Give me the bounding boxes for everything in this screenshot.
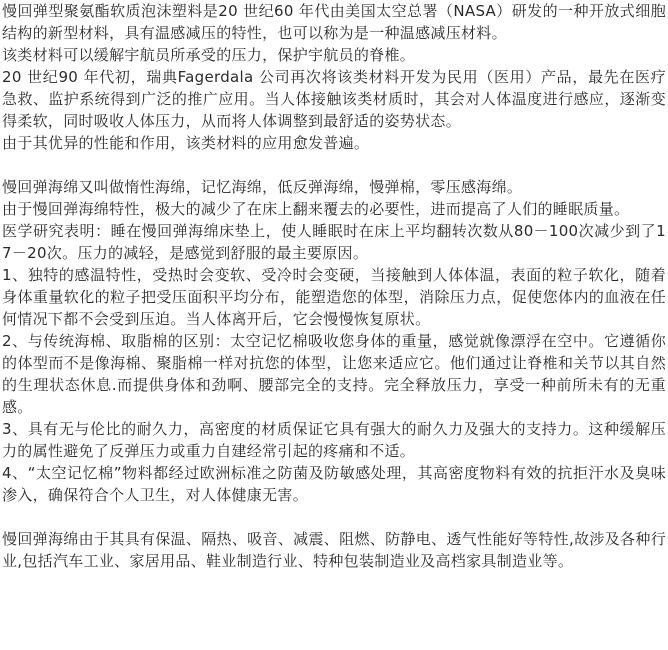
paragraph-sleep-quality: 由于慢回弹海绵特性，极大的减少了在床上翻来覆去的必要性，进而提高了人们的睡眠质量。 [2,200,630,218]
blank-line [2,154,666,176]
paragraph-widespread-use: 由于其优异的性能和作用，该类材料的应用愈发普遍。 [2,134,370,152]
paragraph-point-3: 3、具有无与伦比的耐久力，高密度的材质保证它具有强大的耐久力及强大的支持力。这种缓解压力的属性避免了反弹压力或重力自建经常引起的疼痛和不适。 [2,420,666,460]
paragraph-medical-research: 医学研究表明：睡在慢回弹海绵床垫上，使人睡眠时在床上平均翻转次数从80－100次减少到了17－20次。压力的减轻，是感觉到舒服的最主要原因。 [2,222,666,262]
blank-line [2,506,666,528]
paragraph-point-2: 2、与传统海棉、取脂棉的区别：太空记忆棉吸收您身体的重量，感觉就像漂浮在空中。它遵循你的体型而不是像海棉、聚脂棉一样对抗您的体型，让您来适应它。他们通过让脊椎和关节以其自然的生理状态休息.而提供身体和劲啊、腰部完全的支持。完全释放压力，享受一种前所未有的无重感。 [2,332,666,416]
paragraph-point-1: 1、独特的感温特性，受热时会变软、受冷时会变硬，当接触到人体体温，表面的粒子软化，随着身体重量软化的粒子把受压面积平均分布，能塑造您的体型，消除压力点，促使您体内的血液在任何情况下都不会受到压迫。当人体离开后，它会慢慢恢复原状。 [2,266,666,328]
paragraph-aliases: 慢回弹海绵又叫做惰性海绵，记忆海绵，低反弹海绵，慢弹棉，零压感海绵。 [2,178,523,196]
paragraph-industries: 慢回弹海绵由于其具有保温、隔热、吸音、减震、阻燃、防静电、透气性能好等特性,故涉及各种行业,包括汽车工业、家居用品、鞋业制造行业、特种包装制造业及高档家具制造业等。 [2,530,666,570]
paragraph-nasa-origin: 慢回弹型聚氨酯软质泡沫塑料是20 世纪60 年代由美国太空总署（NASA）研发的一种开放式细胞结构的新型材料，具有温感减压的特性，也可以称为是一种温感减压材料。 [2,2,666,42]
paragraph-astronaut-spine: 该类材料可以缓解宇航员所承受的压力，保护宇航员的脊椎。 [2,46,416,64]
paragraph-point-4: 4、“太空记忆棉”物料都经过欧洲标准之防菌及防敏感处理，其高密度物料有效的抗拒汗水及臭味渗入，确保符合个人卫生，对人体健康无害。 [2,464,666,504]
paragraph-fagerdala: 20 世纪90 年代初，瑞典Fagerdala 公司再次将该类材料开发为民用（医用）产品，最先在医疗急救、监护系统得到广泛的推广应用。当人体接触该类材质时，其会对人体温度进行感应，逐渐变得柔软，同时吸收人体压力，从而将人体调整到最舒适的姿势状态。 [2,68,666,130]
